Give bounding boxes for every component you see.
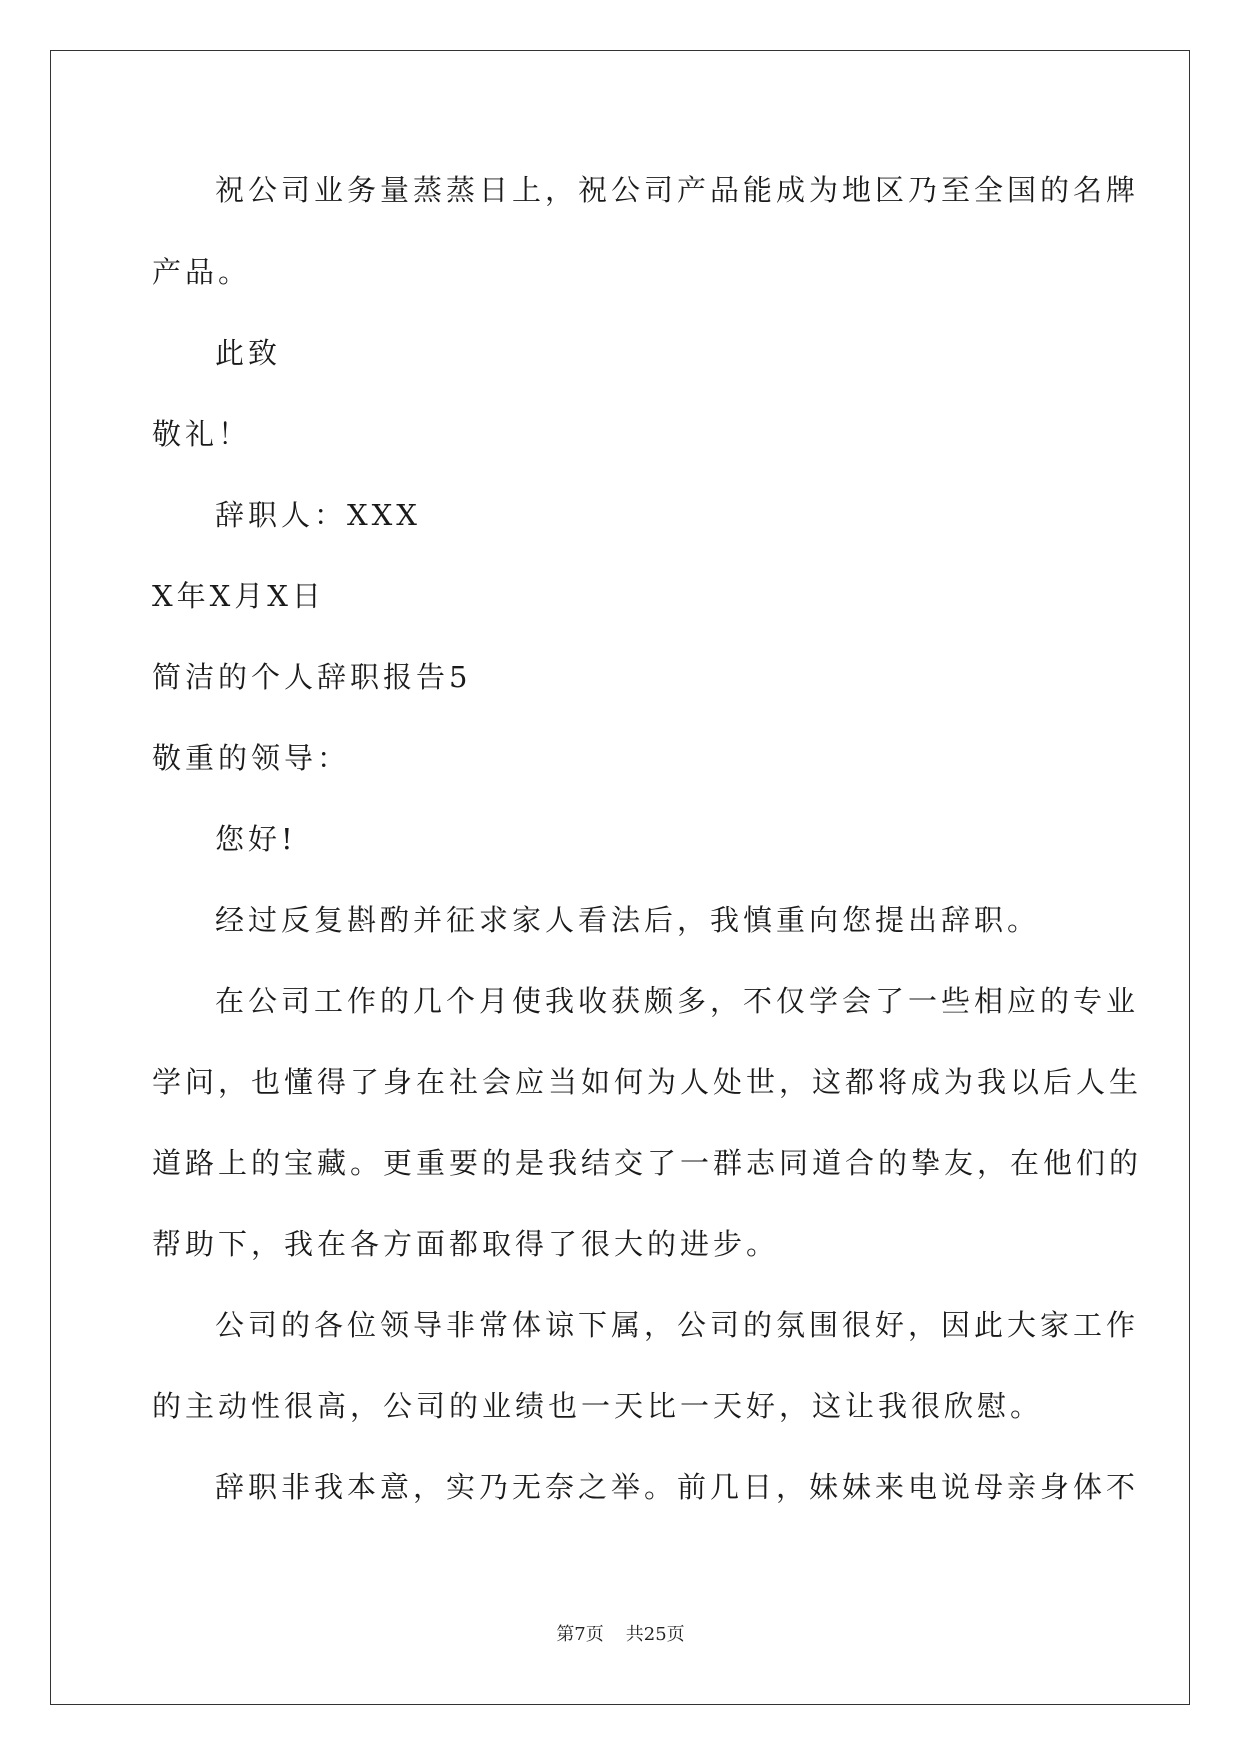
section-title: 简洁的个人辞职报告5 — [152, 660, 472, 694]
page-border — [50, 50, 1190, 1705]
signature-line: 辞职人：XXX — [215, 498, 421, 532]
paragraph-line: 帮助下，我在各方面都取得了很大的进步。 — [152, 1227, 780, 1261]
closing-salutation: 此致 — [215, 336, 282, 370]
paragraph-line: 的主动性很高，公司的业绩也一天比一天好，这让我很欣慰。 — [152, 1389, 1044, 1423]
page-footer — [0, 1623, 1241, 1647]
paragraph-line: 经过反复斟酌并征求家人看法后，我慎重向您提出辞职。 — [215, 903, 1041, 937]
page-number: 第7页 — [556, 1624, 604, 1645]
greeting-hello: 您好! — [215, 822, 297, 856]
paragraph-line: 产品。 — [152, 255, 252, 289]
paragraph-line: 辞职非我本意，实乃无奈之举。前几日，妹妹来电说母亲身体不 — [215, 1470, 1140, 1504]
paragraph-line: 公司的各位领导非常体谅下属，公司的氛围很好，因此大家工作 — [215, 1308, 1140, 1342]
page-total: 共25页 — [625, 1624, 685, 1645]
paragraph-line: 在公司工作的几个月使我收获颇多，不仅学会了一些相应的专业 — [215, 984, 1140, 1018]
date-line: X年X月X日 — [152, 579, 325, 613]
paragraph-line: 道路上的宝藏。更重要的是我结交了一群志同道合的挚友，在他们的 — [152, 1146, 1143, 1180]
paragraph-line: 祝公司业务量蒸蒸日上，祝公司产品能成为地区乃至全国的名牌 — [215, 173, 1140, 207]
greeting: 敬重的领导： — [152, 741, 351, 775]
closing-regards: 敬礼！ — [152, 417, 252, 451]
paragraph-line: 学问，也懂得了身在社会应当如何为人处世，这都将成为我以后人生 — [152, 1065, 1143, 1099]
